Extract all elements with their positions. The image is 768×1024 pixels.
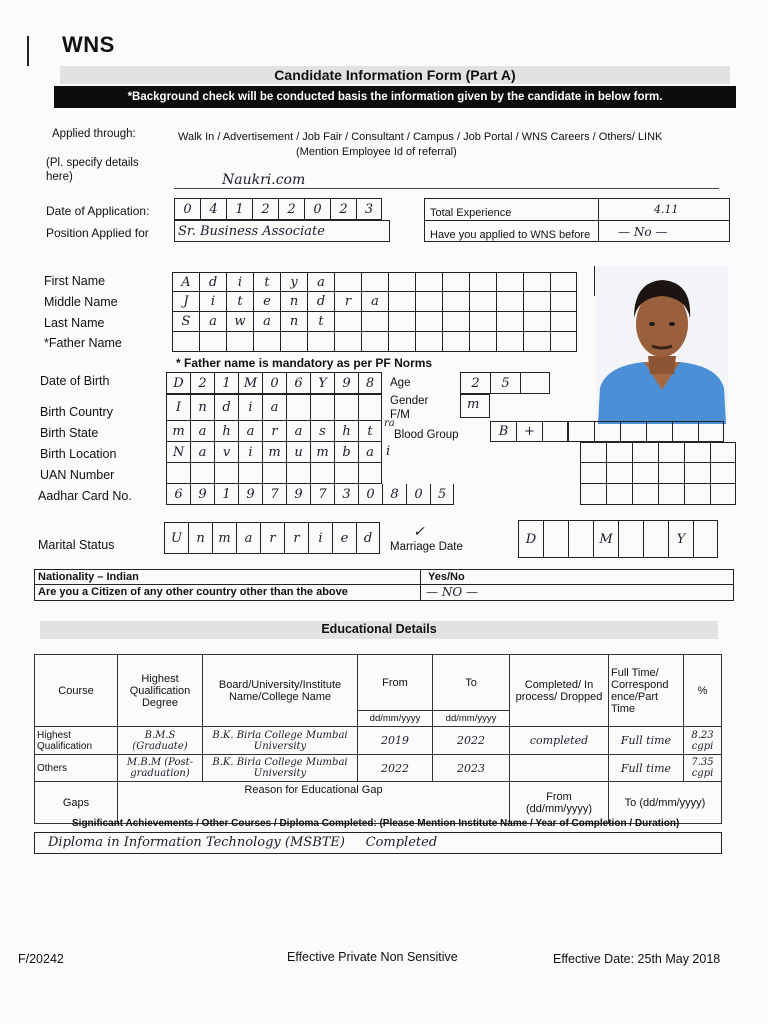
form-number: F/20242 [18,952,64,966]
char-box[interactable]: 8 [382,484,406,505]
char-box[interactable]: e [253,292,280,312]
char-box[interactable]: 4 [200,198,226,220]
marital-status-label: Marital Status [38,538,115,552]
col-percent: % [684,655,722,727]
char-box[interactable] [334,394,358,421]
char-box[interactable] [199,332,226,352]
char-box[interactable]: a [238,421,262,442]
board-cell[interactable]: B.K. Birla College Mumbai University [203,755,358,782]
birth-state-label: Birth State [40,426,99,440]
blood-group-label: Blood Group [394,429,459,441]
char-box[interactable]: M [593,520,618,558]
birth-location-boxes[interactable] [166,442,382,463]
char-box[interactable]: h [214,421,238,442]
char-box[interactable] [469,312,496,332]
board-cell[interactable]: B.K. Birla College Mumbai University [203,727,358,755]
experience-label: Total Experience [430,207,512,219]
achievements-label: Significant Achievements / Other Courses / Diploma Completed: (Please Mention Institute Name / Year of Completion / Duration) [72,818,680,829]
char-box[interactable]: Y [668,520,693,558]
char-box[interactable]: a [262,394,286,421]
citizen-label: Are you a Citizen of any other country other than the above [38,586,348,598]
char-box[interactable]: a [190,442,214,463]
char-box[interactable]: 1 [226,198,252,220]
char-box[interactable]: A [172,272,199,292]
col-mode: Full Time/ Correspond ence/Part Time [609,655,684,727]
char-box[interactable] [550,272,577,292]
char-box[interactable] [190,463,214,484]
char-box[interactable]: a [358,442,382,463]
char-box[interactable]: a [190,421,214,442]
char-box[interactable]: 6 [286,372,310,394]
char-box[interactable] [361,312,388,332]
char-box[interactable] [672,421,698,442]
char-box[interactable]: 0 [174,198,200,220]
char-box[interactable]: J [172,292,199,312]
blood-group-boxes[interactable] [490,421,568,442]
gaps-label: Gaps [35,782,118,824]
char-box[interactable]: M [238,372,262,394]
char-box[interactable]: 0 [406,484,430,505]
char-box[interactable]: 0 [358,484,382,505]
applied-before-value[interactable]: — No — [618,225,668,239]
char-box[interactable]: m [310,442,334,463]
gender-value: m [467,397,480,412]
degree-cell[interactable]: B.M.S (Graduate) [118,727,203,755]
char-box[interactable] [253,332,280,352]
char-box[interactable] [388,332,415,352]
char-box[interactable]: N [166,442,190,463]
education-heading: Educational Details [321,622,437,636]
gap-reason-label[interactable]: Reason for Educational Gap [118,782,510,824]
char-box[interactable]: d [307,292,334,312]
char-box[interactable] [606,442,632,463]
char-box[interactable] [523,312,550,332]
char-box[interactable] [658,442,684,463]
char-box[interactable]: 8 [358,372,382,394]
char-box[interactable]: a [236,522,260,554]
char-box[interactable] [388,312,415,332]
course-cell: Highest Qualification [35,727,118,755]
char-box[interactable] [496,272,523,292]
char-box[interactable] [166,463,190,484]
applied-through-note: (Pl. specify details here) [46,157,139,183]
first-name-label: First Name [44,274,106,288]
background-check-banner: *Background check will be conducted basis the information given by the candidate in below form. [54,86,736,108]
char-box[interactable]: B [490,421,516,442]
degree-cell[interactable]: M.B.M (Post-graduation) [118,755,203,782]
uan-label: UAN Number [40,468,115,482]
char-box[interactable] [214,463,238,484]
char-box[interactable] [620,421,646,442]
gender-label: Gender F/M [390,395,429,421]
char-box[interactable]: D [166,372,190,394]
age-boxes[interactable] [460,372,550,394]
char-box[interactable]: 2 [278,198,304,220]
char-box[interactable]: h [334,421,358,442]
char-box[interactable]: 5 [490,372,520,394]
char-box[interactable] [523,272,550,292]
char-box[interactable]: y [280,272,307,292]
dob-label: Date of Birth [40,374,110,388]
char-box[interactable]: d [199,272,226,292]
col-course: Course [35,655,118,727]
char-box[interactable]: 9 [190,484,214,505]
char-box[interactable] [415,292,442,312]
char-box[interactable]: u [286,442,310,463]
char-box[interactable]: a [361,292,388,312]
char-box[interactable]: t [307,312,334,332]
char-box[interactable]: I [166,394,190,421]
char-box[interactable] [710,484,736,505]
char-box[interactable]: m [212,522,236,554]
char-box[interactable] [307,332,334,352]
uan-boxes[interactable] [166,463,382,484]
effective-date: Effective Date: 25th May 2018 [553,952,721,966]
char-box[interactable] [361,332,388,352]
char-box[interactable] [469,292,496,312]
char-box[interactable] [262,463,286,484]
char-box[interactable] [550,332,577,352]
char-box[interactable] [415,312,442,332]
char-box[interactable] [415,332,442,352]
from-cell[interactable]: 2019 [358,727,433,755]
position-value: Sr. Business Associate [178,224,325,239]
char-box[interactable]: n [280,312,307,332]
char-box[interactable] [286,463,310,484]
char-box[interactable]: i [238,394,262,421]
char-box[interactable]: r [262,421,286,442]
char-box[interactable] [684,463,710,484]
right-grid-row-3 [580,484,736,505]
marriage-date-boxes[interactable] [518,520,718,558]
char-box[interactable]: n [190,394,214,421]
brand-logo: WNS [62,32,115,57]
char-box[interactable]: b [334,442,358,463]
birth-country-boxes[interactable] [166,394,382,421]
char-box[interactable] [469,272,496,292]
status-cell[interactable]: completed [510,727,609,755]
char-box[interactable] [388,292,415,312]
birth-state-extra: ra [384,418,395,429]
char-box[interactable]: 2 [330,198,356,220]
char-box[interactable] [594,421,620,442]
char-box[interactable] [520,372,550,394]
char-box[interactable]: 9 [238,484,262,505]
char-box[interactable] [646,421,672,442]
col-to: To [433,655,510,711]
char-box[interactable] [496,312,523,332]
char-box[interactable]: S [172,312,199,332]
char-box[interactable] [388,272,415,292]
middle-name-boxes[interactable] [172,292,577,312]
father-name-note: * Father name is mandatory as per PF Norms [176,356,433,370]
char-box[interactable]: 2 [460,372,490,394]
char-box[interactable] [310,394,334,421]
char-box[interactable]: i [308,522,332,554]
experience-value[interactable]: 4.11 [654,203,679,216]
char-box[interactable]: 2 [252,198,278,220]
char-box[interactable] [442,312,469,332]
char-box[interactable] [550,312,577,332]
char-box[interactable]: 3 [334,484,358,505]
nationality-label: Nationality – Indian [38,571,139,583]
char-box[interactable]: 5 [430,484,454,505]
applied-through-options-note: (Mention Employee Id of referral) [296,146,457,158]
char-box[interactable] [280,332,307,352]
char-box[interactable] [361,272,388,292]
char-box[interactable] [334,312,361,332]
char-box[interactable]: d [214,394,238,421]
char-box[interactable] [710,463,736,484]
col-board: Board/University/Institute Name/College Name [203,655,358,727]
char-box[interactable]: 9 [334,372,358,394]
char-box[interactable]: 6 [166,484,190,505]
char-box[interactable] [358,463,382,484]
aadhar-boxes[interactable] [166,484,454,505]
nationality-value[interactable]: Yes/No [428,571,465,583]
gap-from-label[interactable]: From (dd/mm/yyyy) [510,782,609,824]
right-grid-row-2 [580,463,736,484]
marriage-date-label: Marriage Date [390,541,463,553]
percent-cell[interactable]: 7.35 cgpi [684,755,722,782]
char-box[interactable]: Y [310,372,334,394]
char-box[interactable]: 1 [214,372,238,394]
char-box[interactable] [606,484,632,505]
table-row [35,755,722,782]
char-box[interactable]: 7 [310,484,334,505]
char-box[interactable]: a [253,312,280,332]
char-box[interactable] [496,292,523,312]
char-box[interactable]: t [358,421,382,442]
char-box[interactable] [632,463,658,484]
char-box[interactable]: i [226,272,253,292]
to-cell[interactable]: 2022 [433,727,510,755]
char-box[interactable]: m [262,442,286,463]
char-box[interactable]: n [188,522,212,554]
char-box[interactable]: t [226,292,253,312]
char-box[interactable]: n [280,292,307,312]
classification: Effective Private Non Sensitive [287,950,458,964]
char-box[interactable]: D [518,520,543,558]
char-box[interactable] [606,463,632,484]
candidate-photo [596,266,728,424]
age-label: Age [390,377,411,389]
applied-through-value[interactable]: Naukri.com [222,172,306,188]
char-box[interactable] [643,520,668,558]
birth-state-boxes[interactable] [166,421,382,442]
col-to-format: dd/mm/yyyy [433,711,510,727]
applied-through-label: Applied through: [52,128,136,140]
char-box[interactable]: w [226,312,253,332]
char-box[interactable]: 0 [262,372,286,394]
char-box[interactable] [286,394,310,421]
from-cell[interactable]: 2022 [358,755,433,782]
marriage-date-tick: ✓ [413,524,425,540]
margin-mark [27,36,29,66]
char-box[interactable]: i [199,292,226,312]
char-box[interactable] [543,520,568,558]
father-name-boxes[interactable] [172,332,577,352]
dob-boxes[interactable] [166,372,382,394]
char-box[interactable] [684,442,710,463]
char-box[interactable] [580,442,606,463]
course-cell: Others [35,755,118,782]
birth-country-label: Birth Country [40,405,113,419]
char-box[interactable]: a [307,272,334,292]
date-of-application-boxes[interactable] [174,198,382,220]
char-box[interactable] [568,421,594,442]
first-name-boxes[interactable] [172,272,577,292]
char-box[interactable]: 3 [356,198,382,220]
char-box[interactable] [658,484,684,505]
char-box[interactable]: + [516,421,542,442]
char-box[interactable] [442,292,469,312]
last-name-label: Last Name [44,316,105,330]
char-box[interactable]: v [214,442,238,463]
char-box[interactable]: s [310,421,334,442]
char-box[interactable] [358,394,382,421]
right-grid-row-1 [580,442,736,463]
char-box[interactable]: 1 [214,484,238,505]
char-box[interactable] [469,332,496,352]
char-box[interactable] [684,484,710,505]
char-box[interactable] [698,421,724,442]
char-box[interactable] [618,520,643,558]
achievements-value: Diploma in Information Technology (MSBTE) Completed [48,835,438,850]
char-box[interactable]: 0 [304,198,330,220]
char-box[interactable] [496,332,523,352]
char-box[interactable] [693,520,718,558]
date-of-application-label: Date of Application: [46,204,150,218]
char-box[interactable]: d [356,522,380,554]
char-box[interactable] [568,520,593,558]
char-box[interactable] [632,442,658,463]
char-box[interactable]: 2 [190,372,214,394]
char-box[interactable] [226,332,253,352]
char-box[interactable] [334,332,361,352]
col-from: From [358,655,433,711]
char-box[interactable]: a [286,421,310,442]
char-box[interactable] [523,332,550,352]
last-name-boxes[interactable] [172,312,577,332]
char-box[interactable] [334,272,361,292]
char-box[interactable]: a [199,312,226,332]
char-box[interactable]: e [332,522,356,554]
char-box[interactable] [580,463,606,484]
birth-location-label: Birth Location [40,447,117,461]
char-box[interactable]: U [164,522,188,554]
mode-cell[interactable]: Full time [609,727,684,755]
position-label: Position Applied for [46,226,149,240]
education-table [34,654,722,824]
to-cell[interactable]: 2023 [433,755,510,782]
char-box[interactable] [523,292,550,312]
percent-cell[interactable]: 8.23 cgpi [684,727,722,755]
aadhar-label: Aadhar Card No. [38,489,132,503]
char-box[interactable]: m [166,421,190,442]
col-qualification: Highest Qualification Degree [118,655,203,727]
birth-location-extra: i [386,444,391,459]
char-box[interactable] [238,463,262,484]
form-title: Candidate Information Form (Part A) [274,67,516,83]
middle-name-label: Middle Name [44,295,118,309]
col-status: Completed/ In process/ Dropped [510,655,609,727]
char-box[interactable]: 9 [286,484,310,505]
char-box[interactable] [172,332,199,352]
char-box[interactable] [658,463,684,484]
applied-before-label: Have you applied to WNS before [430,229,591,241]
mode-cell[interactable]: Full time [609,755,684,782]
blood-group-extra-boxes [568,421,724,442]
char-box[interactable] [442,332,469,352]
char-box[interactable]: r [334,292,361,312]
father-name-label: *Father Name [44,336,122,350]
char-box[interactable]: 7 [262,484,286,505]
char-box[interactable] [710,442,736,463]
status-cell[interactable] [510,755,609,782]
marital-status-boxes[interactable] [164,522,380,554]
char-box[interactable] [334,463,358,484]
char-box[interactable] [542,421,568,442]
char-box[interactable] [310,463,334,484]
char-box[interactable]: t [253,272,280,292]
char-box[interactable] [442,272,469,292]
col-from-format: dd/mm/yyyy [358,711,433,727]
char-box[interactable] [580,484,606,505]
table-row [35,727,722,755]
char-box[interactable] [550,292,577,312]
gap-to-label[interactable]: To (dd/mm/yyyy) [609,782,722,824]
char-box[interactable]: i [238,442,262,463]
citizen-value[interactable]: — NO — [426,585,478,599]
char-box[interactable]: r [284,522,308,554]
char-box[interactable] [415,272,442,292]
applied-through-line [174,188,719,189]
applied-through-options: Walk In / Advertisement / Job Fair / Consultant / Campus / Job Portal / WNS Careers / Others/ LINK [178,131,663,143]
char-box[interactable]: r [260,522,284,554]
char-box[interactable] [632,484,658,505]
